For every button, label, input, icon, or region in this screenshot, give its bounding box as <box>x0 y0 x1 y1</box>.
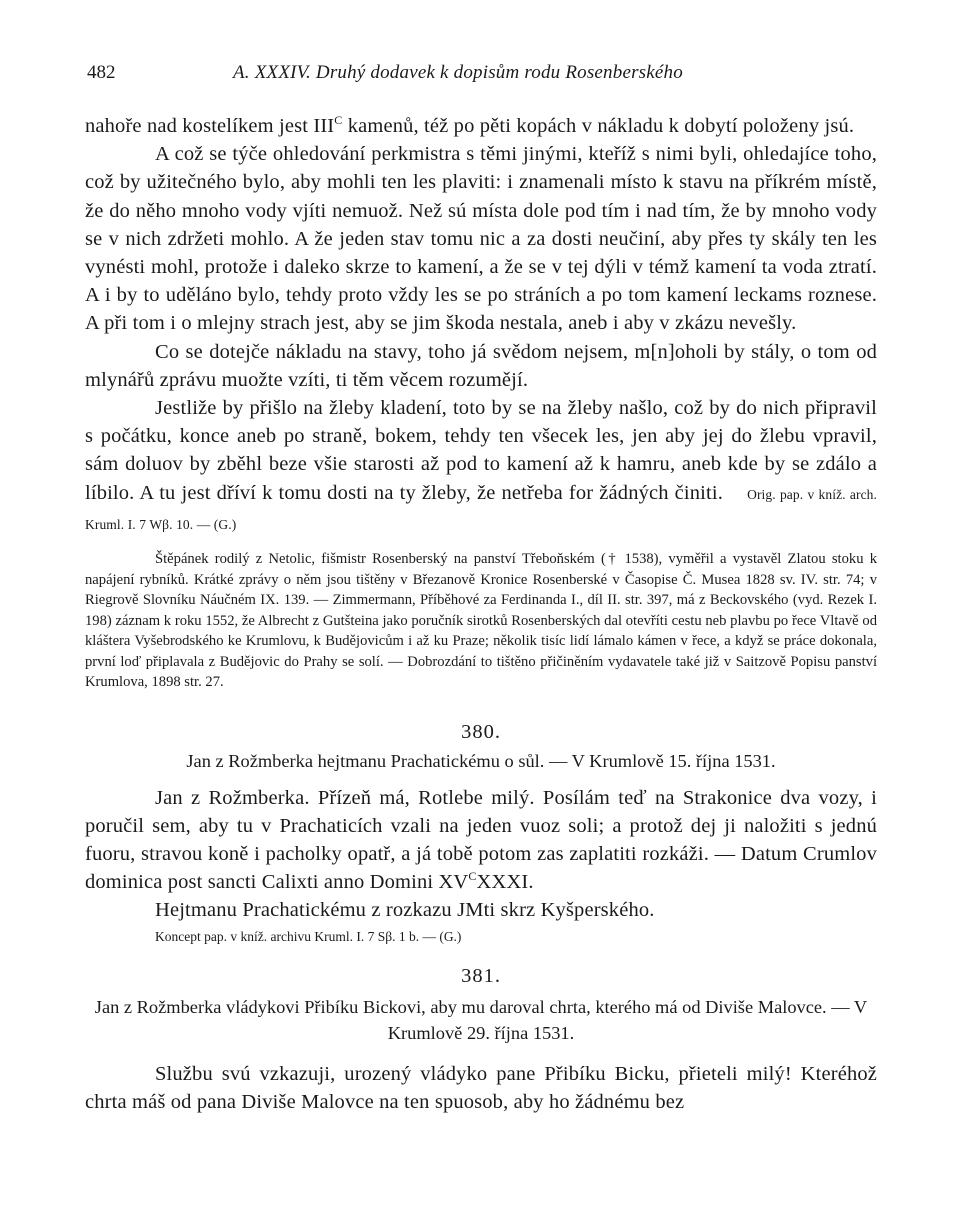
document-number: 380. <box>461 720 501 743</box>
paragraph <box>85 784 877 897</box>
text-segment: kamenů, též po pěti kopách v nákladu k dobytí položeny jsú. <box>342 115 855 137</box>
paragraph: Co se dotejče nákladu na stavy, toho já svědom nejsem, m[n]oholi by stály, o tom od mlynářů zprávu muožte vzíti, ti těm věcem rozumějí. <box>85 340 877 391</box>
page-number: 482 <box>87 62 116 83</box>
document-title: Jan z Rožmberka hejtmanu Prachatickému o sůl. — V Krumlově 15. října 1531. <box>186 750 776 771</box>
document-title: Jan z Rožmberka vládykovi Přibíku Bickovi, aby mu daroval chrta, kterého má od Diviše Malovce. — V Krumlově 29. října 1531. <box>94 996 868 1043</box>
document-page <box>85 56 877 1116</box>
paragraph <box>85 394 877 539</box>
source-citation: Orig. pap. v kníž. arch. Kruml. I. 7 Wβ. 10. — (G.) <box>85 486 877 532</box>
text-segment: Jan z Rožmberka. Přízeň má, Rotlebe milý. Posílám teď na Strakonice dva vozy, i poručil sem, aby tu v Prachaticích vzali na jeden vuoz soli; a protož dej ji naložiti s jednú fuoru, stravou koně i pacholky opatř, a já tobě potom zas zaplatiti rozkáži. — Datum Crumlov dominica post sancti Calixti anno Domini XV <box>85 786 877 894</box>
text-segment: XXXI. <box>476 871 534 894</box>
editorial-note: Štěpánek rodilý z Netolic, fišmistr Rosenberský na panství Třeboňském († 1538), vyměřil a vystavěl Zlatou stoku k napájení rybníků. Krátké zprávy o něm jsou tištěny v Březanově Kronice Rosenberské v Časopise Č. Musea 1828 sv. IV. str. 74; v Riegrově Slovníku Náučném IX. 139. — Zimmermann, Příběhové za Ferdinanda I., díl II. str. 397, má z Beckovského (vyd. Rezek I. 198) záznam k roku 1552, že Albrecht z Gutšteina jako poručník sirotků Rosenberských dal otevříti cestu neb plavbu po řece Vltavě od kláštera Vyšebrodského ke Krumlovu, k Budějovicům i až ku Praze; několik tisíc lidí lámalo kámen v řece, a když se práce dokonala, první loď připlavala z Budějovic do Prahy se solí. — Dobrozdání to tištěno přičiněním vydavatele také již v Saitzově Popisu panství Krumlova, 1898 str. 27. <box>85 551 877 691</box>
text-segment: nahoře nad kostelíkem jest III <box>85 115 335 137</box>
page-header <box>85 56 877 96</box>
source-citation: Koncept pap. v kníž. archivu Kruml. I. 7 Sβ. 1 b. — (G.) <box>155 928 462 944</box>
document-number: 381. <box>461 964 501 987</box>
paragraph: Službu svú vzkazuji, urozený vládyko pane Přibíku Bicku, přieteli milý! Kteréhož chrta máš od pana Diviše Malovce na ten spuosob, aby ho žádnému bez <box>85 1062 877 1113</box>
paragraph <box>85 112 877 140</box>
superscript: C <box>468 869 477 884</box>
running-title: A. XXXIV. Druhý dodavek k dopisům rodu Rosenberského <box>233 62 683 83</box>
paragraph: A což se týče ohledování perkmistra s těmi jinými, kteříž s nimi byli, ohledajíce toho, což by užitečného bylo, aby mohli ten les plaviti: i znamenali místo k stavu na příkrém místě, že do něho mnoho vody vjíti nemuož. Než sú místa dole pod tím i nad tím, že by mnoho vody se v nich zdržeti mohlo. A že jeden stav tomu nic a za dosti neučiní, aby přes ty skály ten les vynésti mohl, protože i daleko skrze to kamení, a že se v tej dýli v témž kamení ta voda ztratí. A i by to uděláno bylo, tehdy proto vždy les se po stráních a po tom kamení leckams roznese. A při tom i o mlejny strach jest, aby se jim škoda nestala, aneb i aby v zkázu nevešly. <box>85 143 877 335</box>
text-segment: Jestliže by přišlo na žleby kladení, toto by se na žleby našlo, což by do nich připravil s počátku, konce aneb po straně, bokem, tehdy ten všecek les, jen aby jej do žlebu vpravil, sám doluov by zběhl beze všie starosti až pod to kamení až k hamru, aneb kde by se zdálo a líbilo. A tu jest dříví k tomu dosti na ty žleby, že netřeba for žádných činiti. <box>85 397 877 504</box>
address-line: Hejtmanu Prachatickému z rozkazu JMti skrz Kyšperského. <box>155 899 655 922</box>
superscript: C <box>334 113 343 128</box>
